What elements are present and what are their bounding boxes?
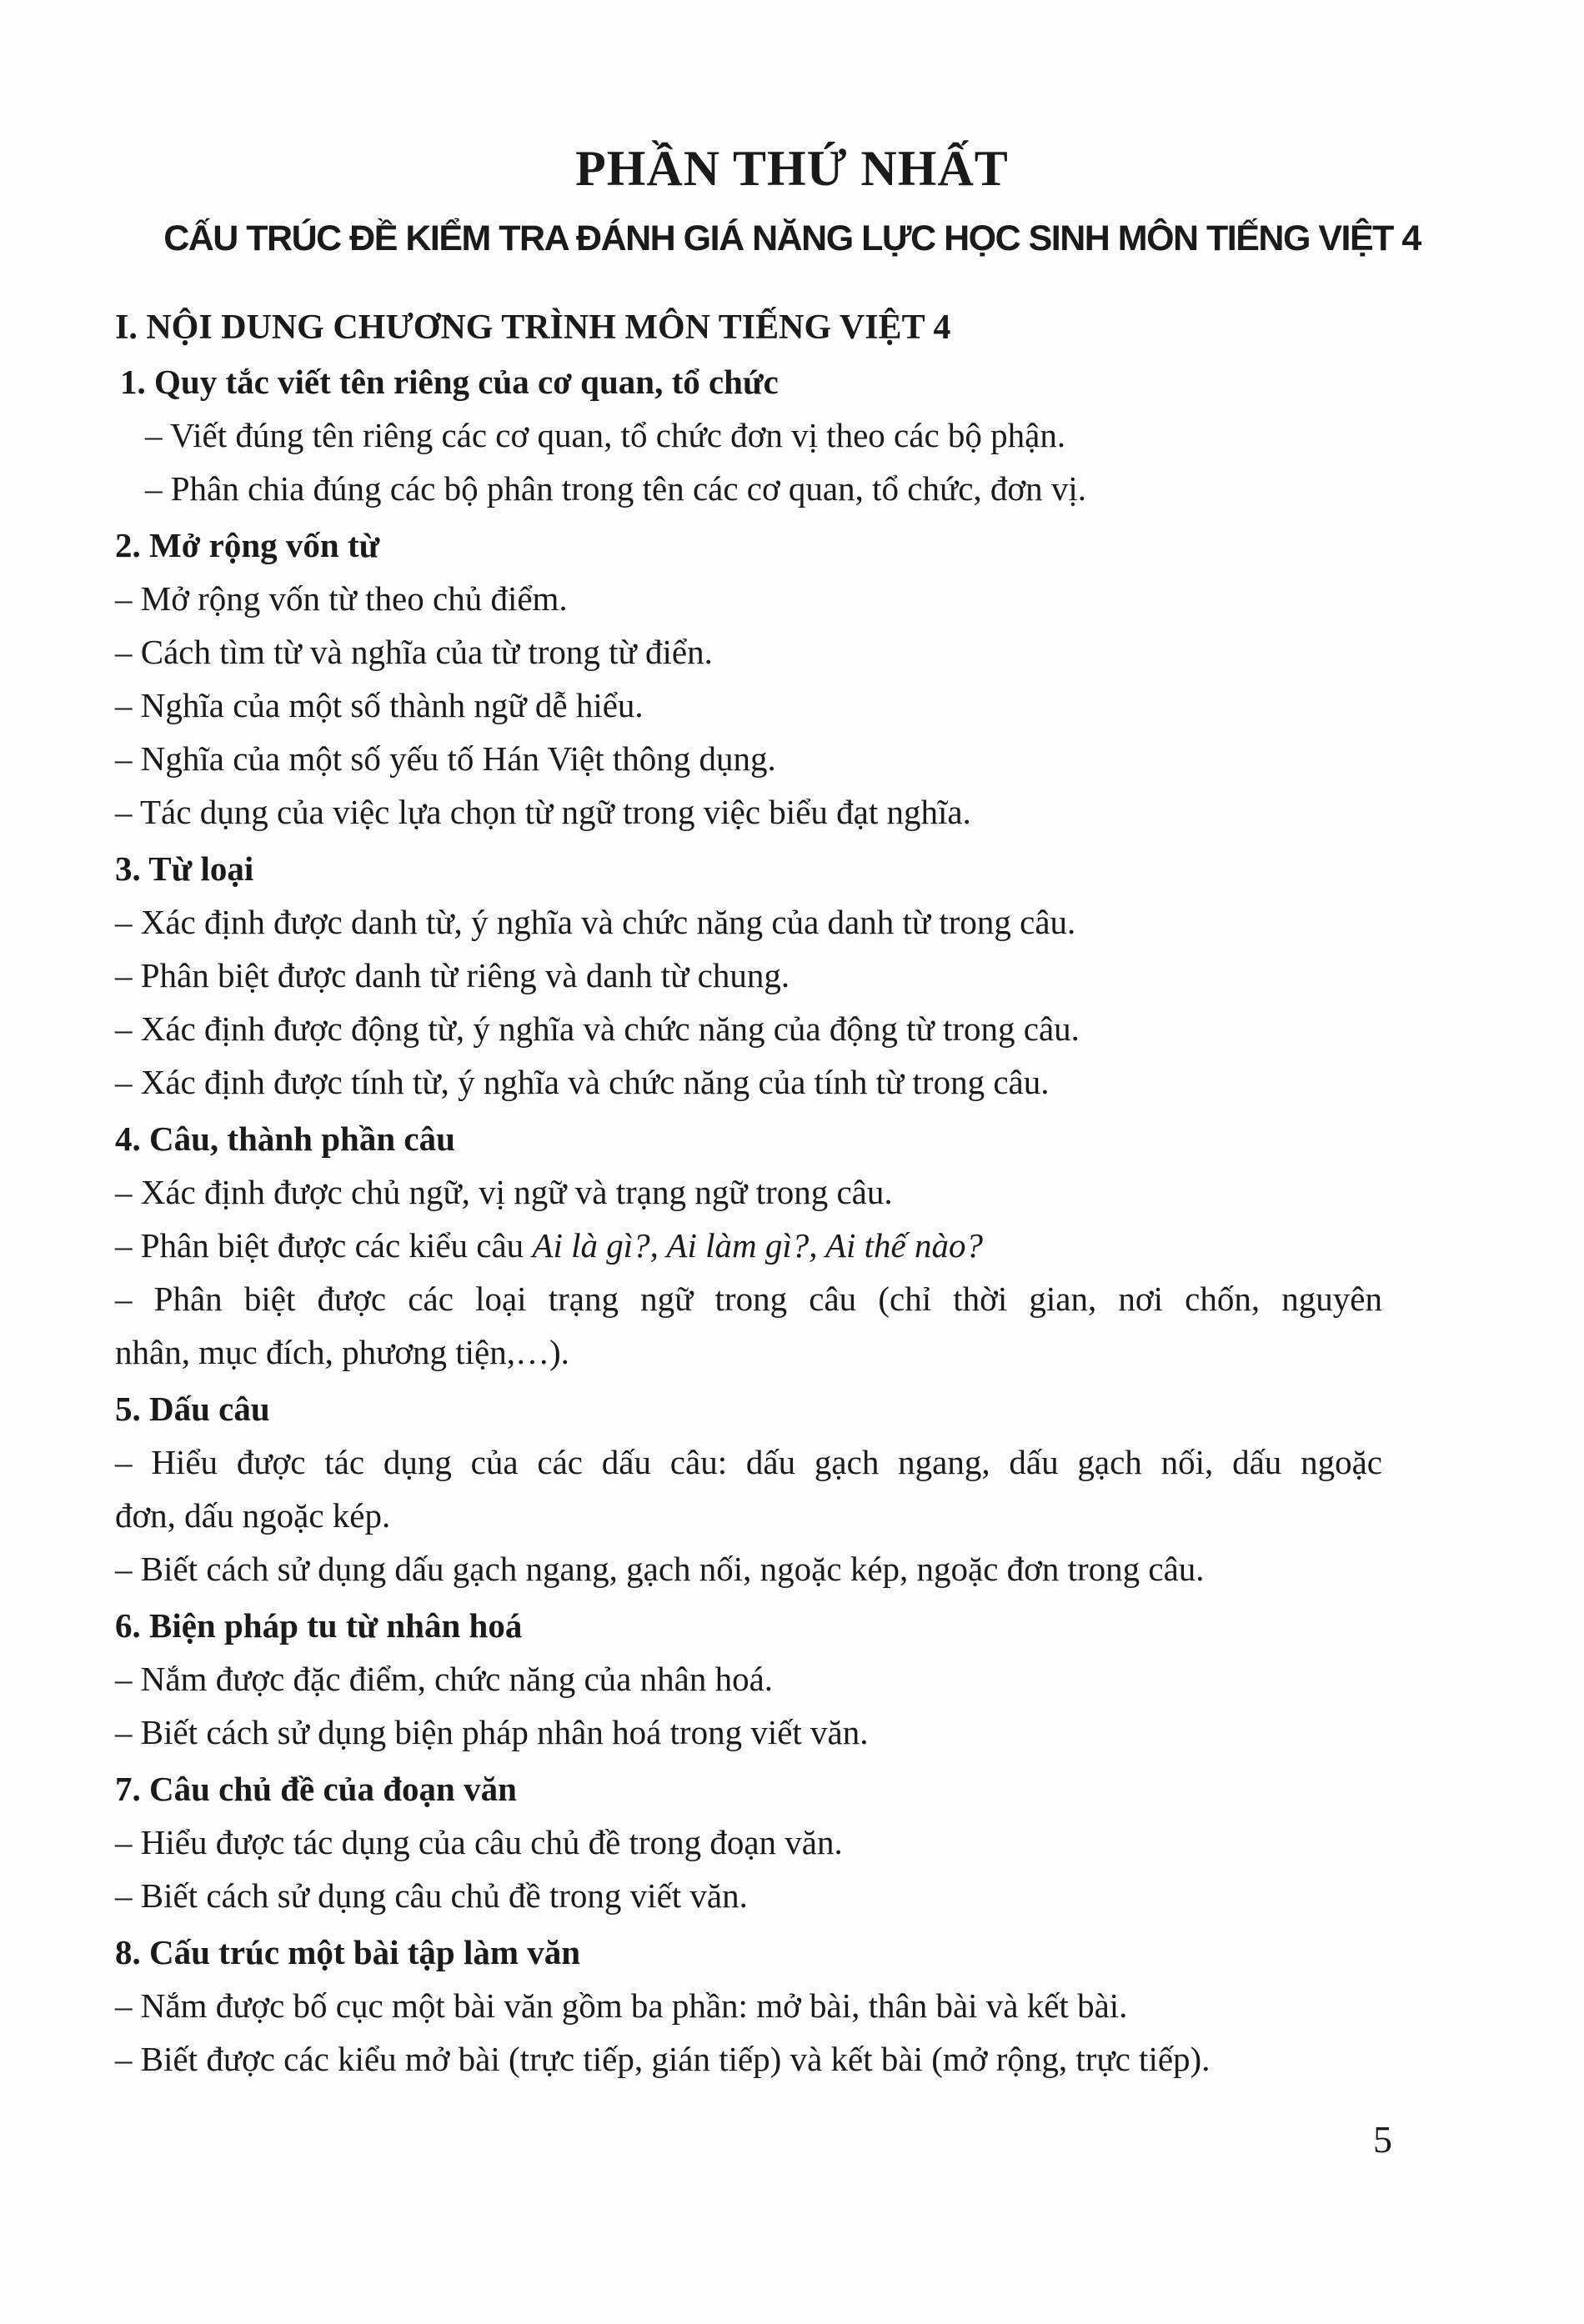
list-item: – Nghĩa của một số thành ngữ dễ hiểu. — [115, 686, 644, 724]
section-title: 3. Từ loại — [115, 849, 254, 888]
list-item: – Phân biệt được danh từ riêng và danh từ chung. — [115, 956, 790, 994]
section-4 — [115, 1112, 1382, 1379]
section-title: 6. Biện pháp tu từ nhân hoá — [115, 1606, 523, 1645]
section-title: 8. Cấu trúc một bài tập làm văn — [115, 1933, 581, 1971]
page-number: 5 — [1373, 2118, 1392, 2161]
section-2 — [115, 518, 1382, 839]
section-title: 4. Câu, thành phần câu — [115, 1119, 455, 1158]
list-item: – Hiểu được tác dụng của các dấu câu: dấu gạch ngang, dấu gạch nối, dấu ngoặc — [115, 1443, 1382, 1481]
section-1 — [115, 355, 1382, 515]
list-item: – Biết được các kiểu mở bài (trực tiếp, gián tiếp) và kết bài (mở rộng, trực tiếp). — [115, 2040, 1211, 2078]
list-item: – Biết cách sử dụng biện pháp nhân hoá trong viết văn. — [115, 1713, 869, 1751]
list-item: – Biết cách sử dụng dấu gạch ngang, gạch nối, ngoặc kép, ngoặc đơn trong câu. — [115, 1550, 1205, 1588]
list-item: – Nghĩa của một số yếu tố Hán Việt thông dụng. — [115, 739, 776, 778]
section-7 — [115, 1762, 1382, 1922]
list-item: – Viết đúng tên riêng các cơ quan, tổ chức đơn vị theo các bộ phận. — [145, 416, 1066, 454]
list-item: – Xác định được danh từ, ý nghĩa và chức năng của danh từ trong câu. — [115, 903, 1076, 941]
list-item-continuation: đơn, dấu ngoặc kép. — [115, 1496, 391, 1535]
list-item: – Phân chia đúng các bộ phân trong tên các cơ quan, tổ chức, đơn vị. — [145, 469, 1086, 508]
list-item: – Cách tìm từ và nghĩa của từ trong từ điển. — [115, 633, 713, 671]
list-item: – Phân biệt được các loại trạng ngữ trong câu (chỉ thời gian, nơi chốn, nguyên — [115, 1280, 1382, 1318]
section-title: 7. Câu chủ đề của đoạn văn — [115, 1770, 517, 1808]
list-item: – Xác định được động từ, ý nghĩa và chức năng của động từ trong câu. — [115, 1009, 1080, 1048]
section-8 — [115, 1926, 1382, 2086]
list-item: – Xác định được tính từ, ý nghĩa và chức năng của tính từ trong câu. — [115, 1063, 1050, 1101]
sentence-types-italic: Ai là gì?, Ai làm gì?, Ai thế nào? — [532, 1226, 984, 1265]
list-item — [115, 1219, 1382, 1272]
list-item: – Tác dụng của việc lựa chọn từ ngữ trong việc biểu đạt nghĩa. — [115, 793, 971, 831]
list-item: – Mở rộng vốn từ theo chủ điểm. — [115, 579, 568, 618]
section-3 — [115, 842, 1382, 1109]
section-title: 2. Mở rộng vốn từ — [115, 526, 380, 564]
list-item: – Nắm được đặc điểm, chức năng của nhân hoá. — [115, 1660, 774, 1698]
part-title: PHẦN THỨ NHẤT — [575, 141, 1009, 196]
section-title: 1. Quy tắc viết tên riêng của cơ quan, tổ chức — [120, 363, 779, 401]
section-5 — [115, 1382, 1382, 1595]
document-content — [115, 300, 1382, 2086]
section-6 — [115, 1599, 1382, 1759]
list-item: – Biết cách sử dụng câu chủ đề trong viết văn. — [115, 1876, 748, 1915]
list-item-text: – Phân biệt được các kiểu câu — [115, 1226, 533, 1265]
list-item: – Nắm được bố cục một bài văn gồm ba phần: mở bài, thân bài và kết bài. — [115, 1986, 1128, 2025]
list-item: – Hiểu được tác dụng của câu chủ đề trong đoạn văn. — [115, 1823, 843, 1861]
section-title: 5. Dấu câu — [115, 1390, 270, 1428]
roman-heading: I. NỘI DUNG CHƯƠNG TRÌNH MÔN TIẾNG VIỆT 4 — [115, 308, 951, 347]
list-item-continuation: nhân, mục đích, phương tiện,…). — [115, 1333, 569, 1371]
list-item: – Xác định được chủ ngữ, vị ngữ và trạng ngữ trong câu. — [115, 1173, 893, 1211]
document-heading: CẤU TRÚC ĐỀ KIỂM TRA ĐÁNH GIÁ NĂNG LỰC HỌC SINH MÔN TIẾNG VIỆT 4 — [163, 218, 1421, 258]
